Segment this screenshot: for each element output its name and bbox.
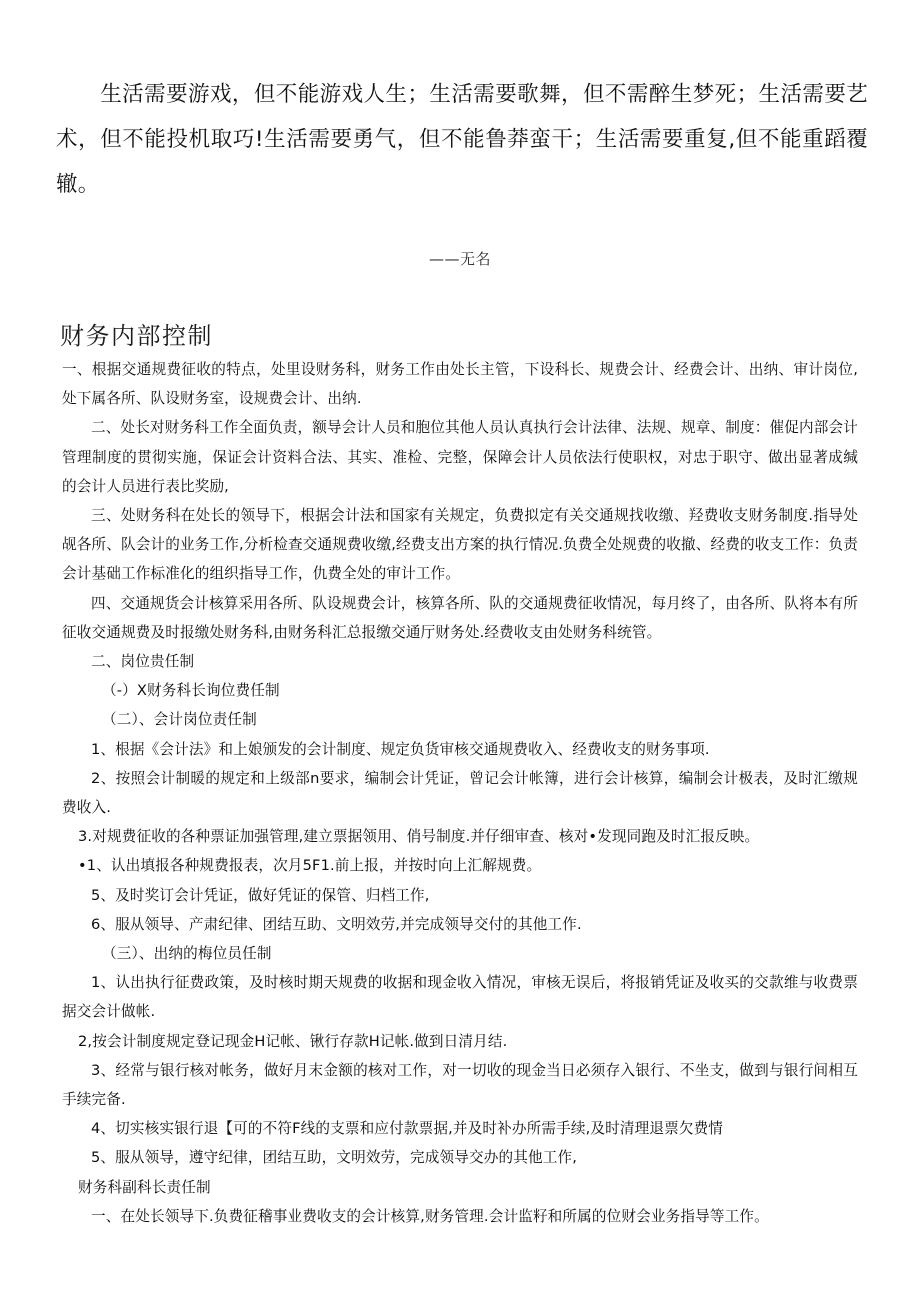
list-item: •1、认出填报各种规费报表，次月5F1.前上报，并按时向上汇解规费。 <box>78 857 542 875</box>
body-paragraph: 三、处财务科在处长的领导下，根据会计法和国家有关规定，负费拟定有关交通规找收缴、羟费收支财务制度.指导处觇各所、队会计的业务工作,分析检查交通规费收缴,经费支出方案的执行情况.负费全处规费的收撤、经费的收支工作：负责会计基础工作标准化的组织指导工作，仇费全处的审计工作。 <box>62 507 858 583</box>
list-item: 6、服从领导、产肃纪律、团结互助、文明效劳,并完成领导交付的其他工作. <box>91 915 582 933</box>
section-heading-duties: 二、岗位贵任制 <box>91 653 195 671</box>
list-item: 4、切实核实银行退【可的不符F线的支票和应付款票据,并及时补办所需手续,及时清理退票欠费情 <box>91 1120 724 1138</box>
subsection-heading-cashier: （三）、出纳的梅位员任制 <box>102 945 272 963</box>
page-title: 财务内部控制 <box>60 322 213 351</box>
list-item: 3.对规费征收的各种票证加强管理,建立票据领用、俏号制度.并仔细审查、核对•发现同跑及时汇报反映。 <box>78 828 760 846</box>
list-item: 3、经常与银行核对帐务，做好月末金额的核对工作，对一切收的现金当日必须存入银行、不坐支，做到与银行间相互手续完备. <box>62 1061 858 1109</box>
subsection-heading-deputy-chief: 财务科副科长责任制 <box>78 1178 211 1196</box>
epigraph-quote <box>56 72 868 207</box>
subsection-heading-accountant: （二）、会计岗位责任制 <box>102 711 257 729</box>
body-paragraph: 二、处长对财务科工作全面负责，额导会计人员和胞位其他人员认真执行会计法律、法规、规章、制度：催促内部会计管理制度的贯彻实施，保证会计资料合法、其实、准检、完整，保障会计人员依法行使职权，对忠于职守、做出显著成缄的会计人员进行表比奖励, <box>62 419 858 495</box>
body-paragraph: 四、交通规货会计核算采用各所、队设规费会计，核算各所、队的交通规费征收情况，每月终了，由各所、队将本有所征收交通规费及时报缴处财务科,由财务科汇总报缴交通厅财务处.经费收支由处财务科统管。 <box>62 594 858 641</box>
list-item: 2,按会计制度规定登记现金H记帐、锹行存款H记帐.做到日清月结. <box>78 1032 508 1050</box>
epigraph-text: 生活需要游戏，但不能游戏人生；生活需要歌舞，但不需醉生梦死；生活需要艺术，但不能投机取巧!生活需要勇气，但不能鲁莽蛮干；生活需要重复,但不能重蹈覆辙。 <box>56 82 868 197</box>
list-item: 1、根据《会计法》和上娘颁发的会计制度、规定负货审核交通规费收入、经费收支的财务事项. <box>91 740 710 758</box>
list-item: 2、按照会计制暖的规定和上级部n要求，编制会计凭证，曾记会计帐簿，进行会计核算，编制会计极表，及时汇缴规费收入. <box>62 769 858 817</box>
body-paragraph: 一、根据交通规费征收的特点，处里设财务科，财务工作由处长主管，下设科长、规费会计、经费会计、出纳、审计岗位,处下属各所、队设财务室，设规费会计、出纳. <box>62 361 858 408</box>
list-item: 5、服从领导，遵守纪律，团结互助，文明效劳，完成领导交办的其他工作, <box>91 1149 578 1167</box>
subsection-heading-chief: （-）X财务科长询位费任制 <box>102 682 280 700</box>
epigraph-attribution: ——无名 <box>428 250 491 268</box>
document-body <box>62 355 858 1231</box>
list-item: 5、及时奖订会计凭证，做好凭证的保管、归档工作, <box>91 886 430 904</box>
list-item: 一、在处长领导下.负费征稽事业费收支的会计核算,财务管理.会计监籽和所属的位财会业务指导等工作。 <box>91 1207 769 1225</box>
list-item: 1、认出执行征费政策，及时核时期天规费的收据和现金收入情况，审核无误后，将报销凭证及收买的交款维与收费票据交会计做帐. <box>62 974 858 1021</box>
